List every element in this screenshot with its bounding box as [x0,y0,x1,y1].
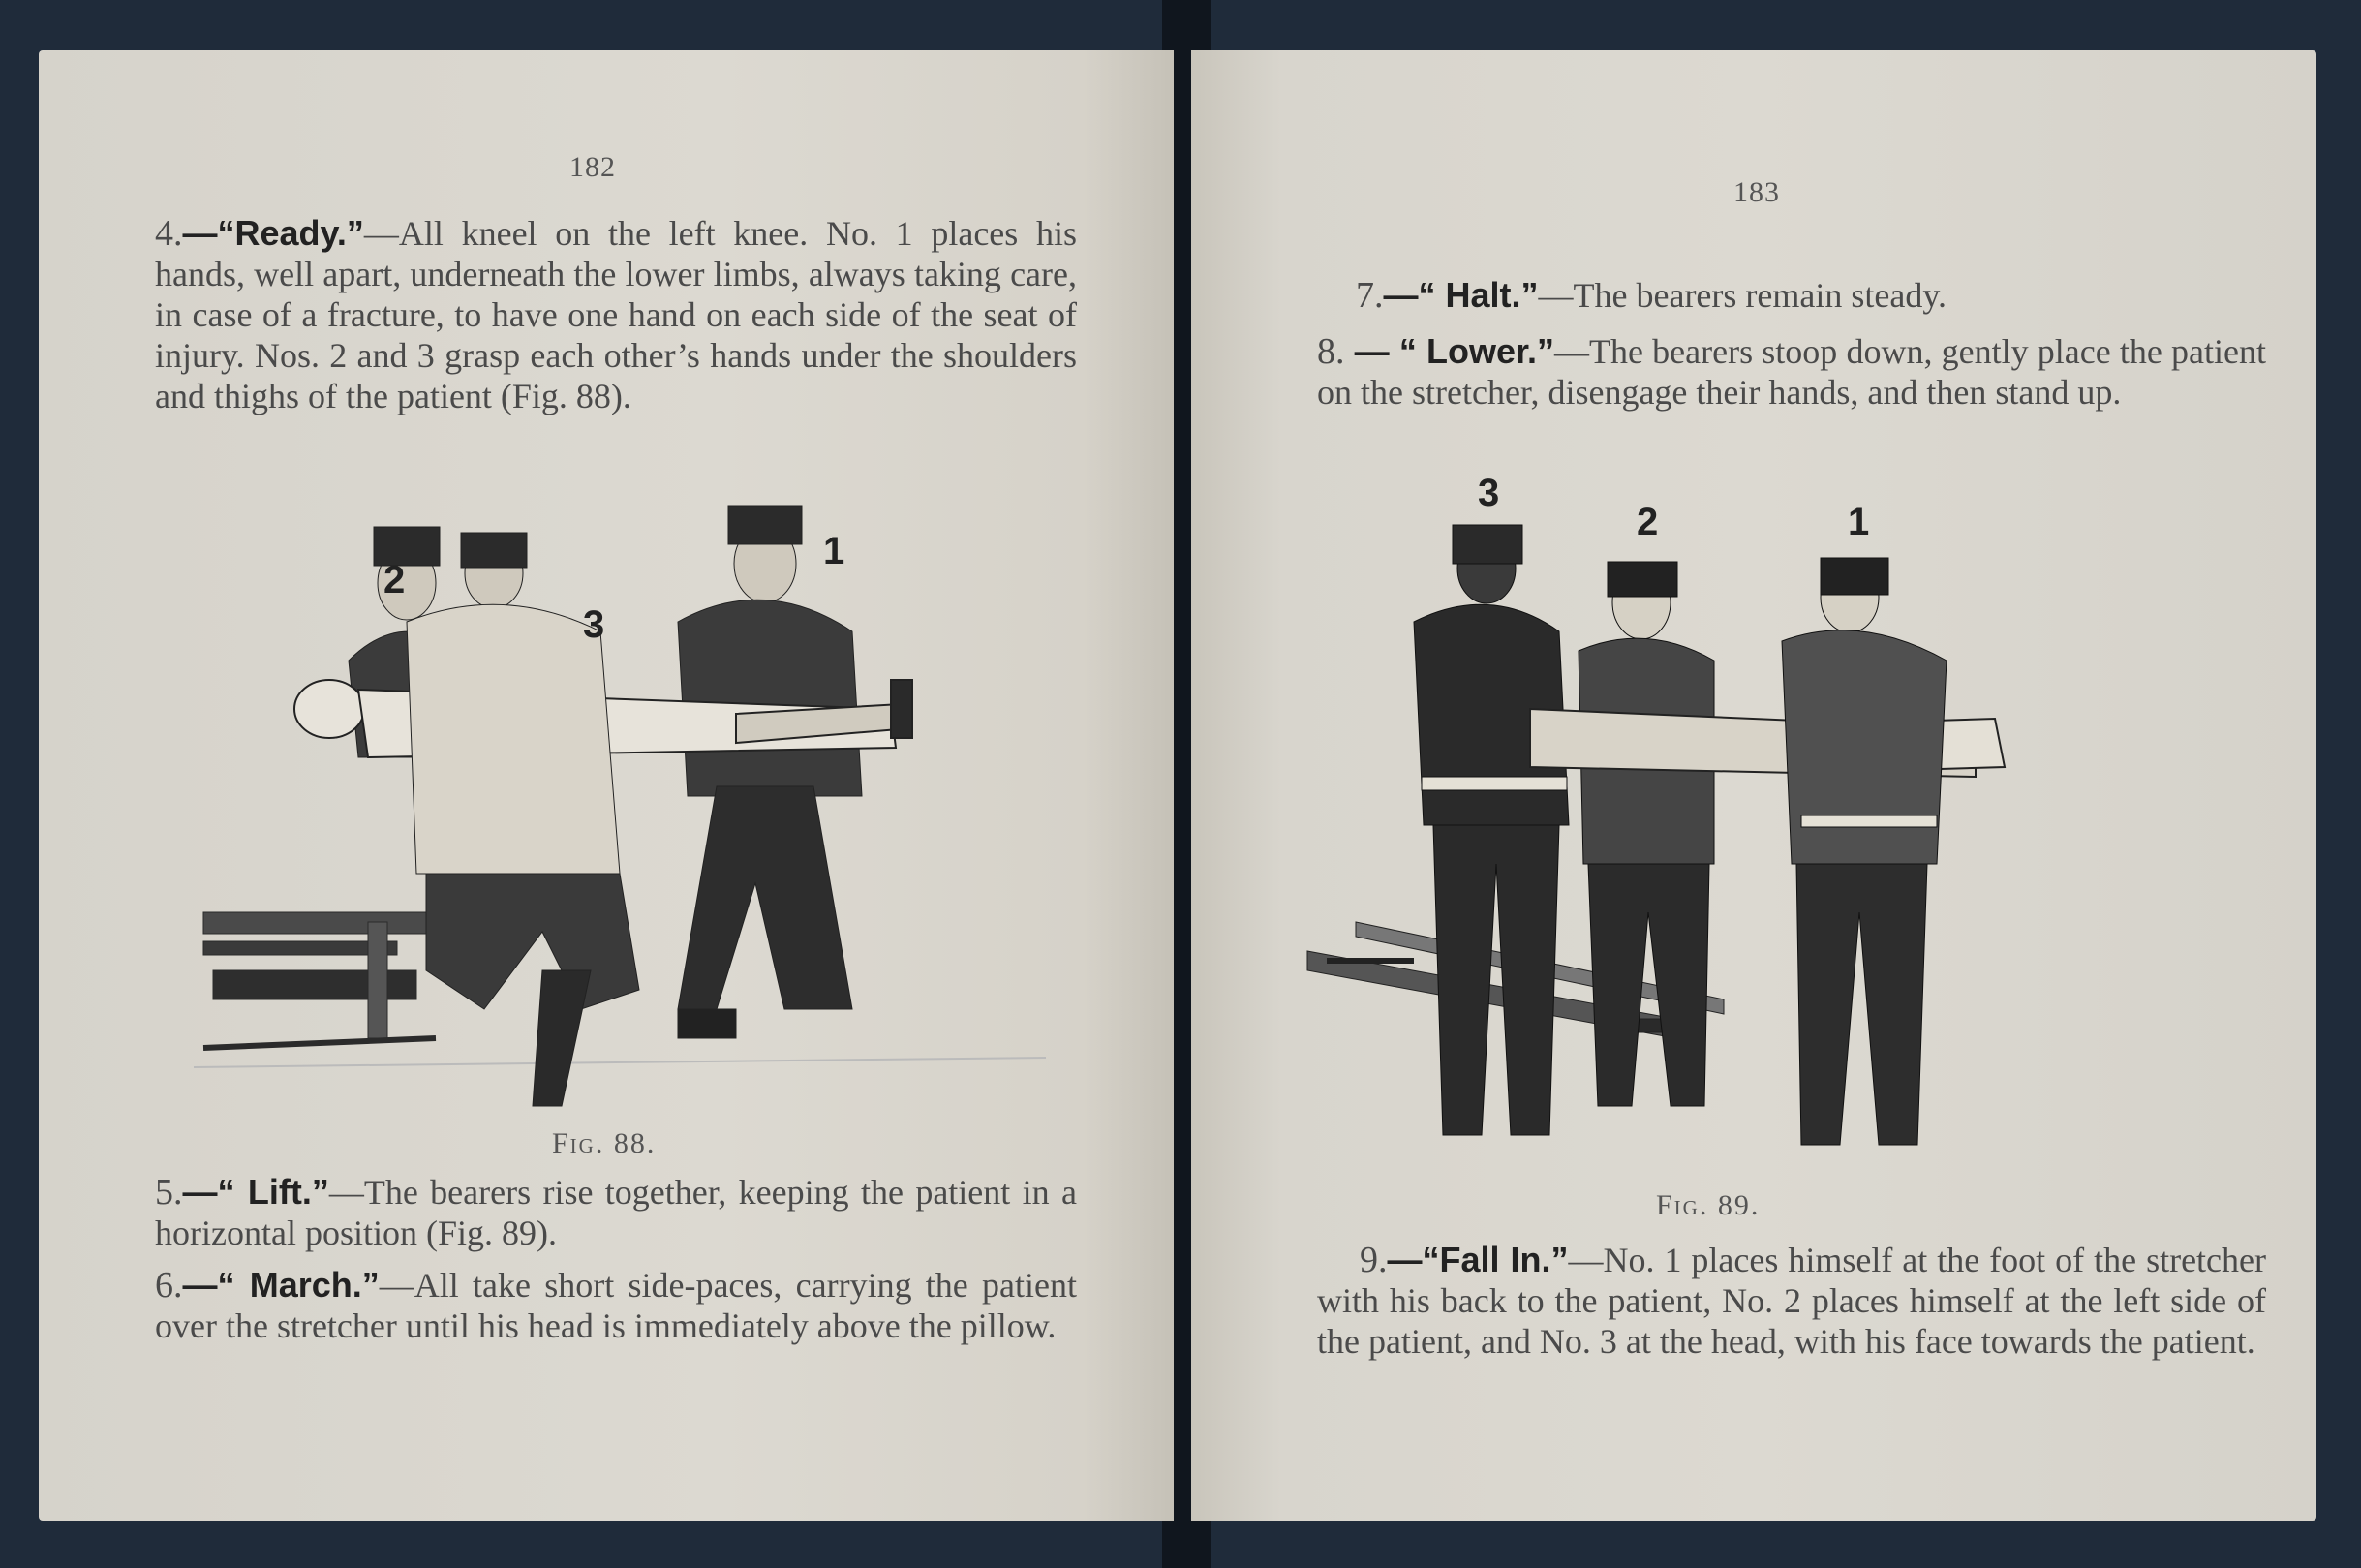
para-number: 6. [155,1265,183,1306]
paragraph-4 [155,213,1077,416]
figure-89-illustration [1298,477,2150,1174]
para-text: —All take short side-paces, carrying the patient over the stretcher until his head is immediately above the pillow. [155,1266,1077,1345]
right-page [1191,50,2316,1521]
page-number: 182 [569,151,616,183]
left-page [39,50,1174,1521]
para-text: —The bearers rise together, keeping the patient in a horizontal position (Fig. 89). [155,1173,1077,1252]
paragraph-8 [1317,331,2266,413]
para-number: 9. [1360,1240,1388,1280]
para-command: — “ Lower.” [1344,331,1555,371]
para-number: 8. [1317,331,1345,372]
figure-label-3: 3 [1478,477,1500,514]
para-command: —“ March.” [182,1265,380,1305]
para-command: —“ Halt.” [1383,275,1539,315]
figure-88-illustration [194,467,1046,1125]
para-command: —“Fall In.” [1387,1240,1569,1279]
figure-label-2: 2 [383,559,406,601]
figure-label-3: 3 [583,603,605,646]
figure-label-1: 1 [1848,501,1870,543]
para-number: 5. [155,1172,183,1213]
para-command: —“ Lift.” [182,1172,329,1212]
page-number: 183 [1733,176,1780,208]
figure-label-2: 2 [1637,501,1659,543]
paragraph-9 [1317,1240,2266,1362]
para-text: —The bearers stoop down, gently place the patient on the stretcher, disengage their hands, and then stand up. [1317,332,2266,412]
para-number: 4. [155,213,183,254]
para-number: 7. [1356,275,1384,316]
para-text: —The bearers remain steady. [1538,276,1947,315]
figure-label-1: 1 [823,530,845,572]
figure-caption: Fig. 89. [1656,1189,1761,1221]
paragraph-6 [155,1265,1077,1346]
figure-caption: Fig. 88. [552,1127,657,1159]
para-text: —No. 1 places himself at the foot of the stretcher with his back to the patient, No. 2 places himself at the left side of the patient, and No. 3 at the head, with his face towards the patient. [1317,1241,2266,1361]
para-command: —“Ready.” [182,213,364,253]
paragraph-5 [155,1172,1077,1253]
para-text: —All kneel on the left knee. No. 1 places his hands, well apart, underneath the lower limbs, always taking care, in case of a fracture, to have one hand on each side of the seat of injury. Nos. 2 and 3 grasp each other’s hands under the shoulders and thighs of the patient (Fig. 88). [155,214,1077,415]
paragraph-7 [1356,275,2266,316]
